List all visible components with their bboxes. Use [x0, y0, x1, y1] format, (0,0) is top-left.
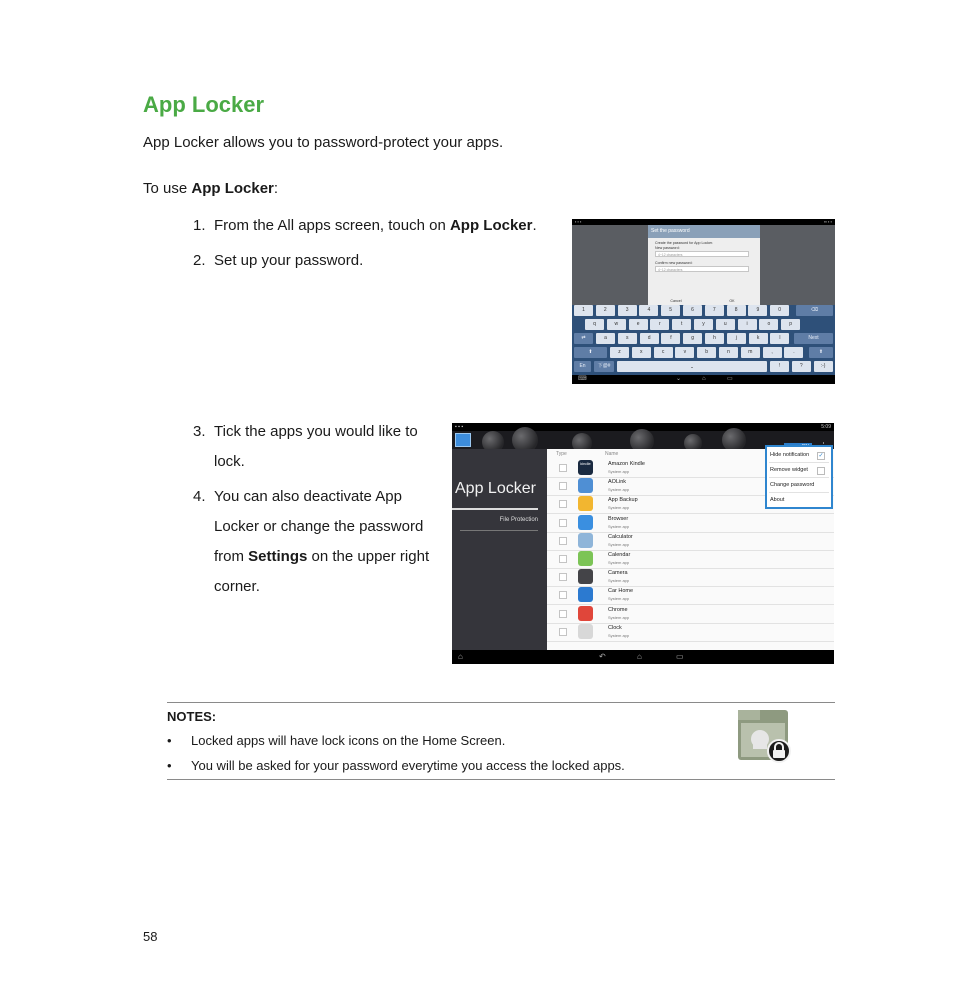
row-checkbox[interactable]	[559, 482, 567, 490]
key-h[interactable]: h	[705, 333, 724, 344]
row-checkbox[interactable]	[559, 628, 567, 636]
table-row[interactable]	[547, 623, 834, 642]
confirm-password-label: Confirm new password:	[655, 261, 693, 265]
ok-button[interactable]: OK	[729, 299, 735, 303]
step-number: 4.	[193, 488, 206, 505]
key-?[interactable]: ?	[792, 361, 811, 372]
app-name: Chrome	[608, 606, 628, 613]
app-icon	[578, 551, 593, 566]
title-underline	[452, 508, 538, 510]
key-g[interactable]: g	[683, 333, 702, 344]
language-key[interactable]: En	[574, 361, 591, 372]
next-key[interactable]: Next	[794, 333, 833, 344]
keyboard	[572, 305, 835, 375]
home-icon[interactable]: ⌂	[637, 652, 642, 661]
key-1[interactable]: 1	[574, 305, 593, 316]
space-key[interactable]: ⎵	[617, 361, 767, 372]
key-q[interactable]: q	[585, 319, 604, 330]
step-text-bold: App Locker	[449, 217, 533, 234]
notes-top-rule	[167, 702, 835, 703]
to-use-suffix: :	[273, 180, 279, 197]
step-number: 1.	[193, 217, 206, 234]
hide-notification-checkbox[interactable]: ✓	[818, 453, 824, 459]
column-name: Name	[605, 451, 619, 457]
keyboard-icon[interactable]: ⌂	[458, 652, 463, 661]
key-:-)[interactable]: :-)	[814, 361, 833, 372]
menu-item-about[interactable]: About	[770, 497, 785, 503]
table-row[interactable]	[547, 514, 834, 533]
app-type: System app	[608, 560, 630, 565]
dialog-title: Set the password	[648, 225, 760, 238]
menu-item-remove-widget[interactable]: Remove widget	[770, 467, 808, 473]
column-type: Type	[556, 451, 567, 457]
key-p[interactable]: p	[781, 319, 800, 330]
tab-key[interactable]: ⇄	[574, 333, 593, 344]
menu-item-change-password[interactable]: Change password	[770, 482, 815, 488]
step-number: 2.	[193, 252, 206, 269]
row-checkbox[interactable]	[559, 537, 567, 545]
key-6[interactable]: 6	[683, 305, 702, 316]
keyboard-row-asdf	[572, 333, 835, 344]
app-icon	[578, 533, 593, 548]
intro-text: App Locker allows you to password-protect your apps.	[143, 134, 504, 151]
nav-bar	[452, 650, 834, 664]
app-icon	[578, 496, 593, 511]
key-3[interactable]: 3	[618, 305, 637, 316]
row-checkbox[interactable]	[559, 555, 567, 563]
key-c[interactable]: c	[654, 347, 673, 358]
app-name: Browser	[608, 515, 629, 522]
key-r[interactable]: r	[650, 319, 669, 330]
note-text: You will be asked for your password everytime you access the locked apps.	[191, 758, 625, 773]
to-use-bold: App Locker	[191, 180, 274, 197]
app-type: System app	[608, 541, 630, 547]
back-icon[interactable]: ⌄	[676, 376, 682, 382]
app-type: System app	[608, 614, 630, 620]
page-number: 58	[143, 929, 158, 944]
keyboard-row-qwerty	[572, 319, 835, 330]
sidebar-divider	[460, 530, 538, 531]
shift-key[interactable]: ⬆	[574, 347, 607, 358]
app-icon	[578, 478, 593, 493]
table-row[interactable]	[547, 568, 834, 587]
key-f[interactable]: f	[661, 333, 680, 344]
app-icon	[578, 587, 593, 602]
key-8[interactable]: 8	[727, 305, 746, 316]
app-name: Clock	[608, 624, 622, 631]
app-name: Camera	[608, 570, 628, 577]
dialog-description: Create the password for App Locker.	[655, 241, 714, 245]
key-2[interactable]: 2	[596, 305, 615, 316]
app-icon	[578, 569, 593, 584]
menu-item-hide-notification[interactable]: Hide notification	[770, 452, 810, 458]
notification-icons: ▪ ▪ ▪	[575, 219, 582, 224]
step-text-post: .	[532, 217, 537, 234]
step-text-bold: Settings	[248, 548, 308, 565]
recent-apps-icon[interactable]: ▭	[676, 652, 684, 661]
app-locker-icon[interactable]	[455, 433, 471, 447]
app-name: Calendar	[608, 552, 631, 558]
locked-folder-icon	[737, 709, 793, 764]
table-row[interactable]	[547, 586, 834, 605]
table-row[interactable]	[547, 605, 834, 624]
app-type: System app	[608, 596, 630, 602]
key-o[interactable]: o	[759, 319, 778, 330]
step-text: Tick the apps you would like to lock.	[214, 423, 418, 470]
key-b[interactable]: b	[697, 347, 716, 358]
page-title: App Locker	[143, 92, 265, 117]
app-icon: kindle	[578, 460, 593, 475]
key-m[interactable]: m	[741, 347, 760, 358]
keyboard-icon[interactable]: ⌨	[578, 376, 587, 382]
symbols-key[interactable]: 下@#	[594, 361, 614, 372]
set-password-dialog	[648, 225, 760, 305]
step-text-post: on the upper right corner.	[214, 548, 430, 595]
confirm-password-input[interactable]: 4~12 characters	[655, 266, 749, 272]
key-5[interactable]: 5	[661, 305, 680, 316]
remove-widget-checkbox[interactable]	[817, 467, 825, 475]
app-icon	[578, 606, 593, 621]
row-checkbox[interactable]	[559, 591, 567, 599]
recent-apps-icon[interactable]: ▭	[727, 376, 733, 382]
key-j[interactable]: j	[727, 333, 746, 344]
key-9[interactable]: 9	[748, 305, 767, 316]
key-w[interactable]: w	[607, 319, 626, 330]
key-y[interactable]: y	[694, 319, 713, 330]
step-text	[214, 211, 554, 241]
menu-divider	[769, 462, 829, 463]
key-v[interactable]: v	[675, 347, 694, 358]
note-item	[167, 733, 727, 749]
app-type: System app	[608, 578, 630, 584]
keyboard-row-numbers	[572, 305, 835, 316]
cancel-button[interactable]: Cancel	[670, 299, 682, 303]
key-s[interactable]: s	[618, 333, 637, 344]
bullet: •	[167, 758, 172, 773]
row-checkbox[interactable]	[559, 519, 567, 527]
step-text-pre: From the All apps screen, touch on	[214, 217, 450, 234]
back-icon[interactable]: ↶	[599, 652, 606, 661]
app-name: Calculator	[608, 533, 633, 540]
keyboard-row-bottom	[572, 361, 835, 372]
app-name: Amazon Kindle	[608, 461, 645, 467]
key-u[interactable]: u	[716, 319, 735, 330]
backspace-key[interactable]: ⌫	[796, 305, 833, 316]
app-type: System app	[608, 487, 630, 493]
table-row[interactable]	[547, 550, 834, 569]
key-d[interactable]: d	[640, 333, 659, 344]
app-type: System app	[608, 632, 630, 638]
new-password-input[interactable]: 4~12 characters	[655, 251, 749, 257]
status-icons: ▪▪ ▪ ▪	[824, 219, 832, 224]
row-checkbox[interactable]	[559, 500, 567, 508]
notes-title: NOTES:	[167, 709, 217, 724]
table-row[interactable]	[547, 532, 834, 551]
app-name: App Backup	[608, 497, 638, 504]
row-checkbox[interactable]	[559, 464, 567, 472]
key-a[interactable]: a	[596, 333, 615, 344]
home-icon[interactable]: ⌂	[702, 376, 706, 382]
nav-bar	[572, 375, 835, 384]
key-k[interactable]: k	[749, 333, 768, 344]
to-use-prefix: To use	[143, 180, 192, 197]
key-i[interactable]: i	[738, 319, 757, 330]
app-type: System app	[608, 523, 630, 529]
key-,[interactable]: ,	[763, 347, 782, 358]
bullet: •	[167, 733, 172, 748]
key-n[interactable]: n	[719, 347, 738, 358]
key-l[interactable]: l	[770, 333, 789, 344]
note-text: Locked apps will have lock icons on the Home Screen.	[191, 733, 506, 748]
key-z[interactable]: z	[610, 347, 629, 358]
key-7[interactable]: 7	[705, 305, 724, 316]
app-name: Car Home	[608, 588, 634, 595]
app-icon	[578, 624, 593, 639]
sidebar-item-file-protection[interactable]: File Protection	[499, 517, 538, 523]
key-![interactable]: !	[770, 361, 789, 372]
dialog-buttons	[648, 299, 760, 303]
app-type: System app	[608, 469, 630, 474]
step-text	[214, 482, 440, 602]
step-text: Set up your password.	[214, 252, 364, 269]
step-number: 3.	[193, 423, 206, 440]
notification-icons: ▪ ▪ ▪	[455, 424, 464, 430]
key-4[interactable]: 4	[639, 305, 658, 316]
app-type: System app	[608, 505, 630, 511]
step-text-pre: You can also deactivate App Locker or change the password from	[214, 488, 424, 565]
menu-divider	[769, 477, 829, 478]
key-t[interactable]: t	[672, 319, 691, 330]
key-.[interactable]: .	[784, 347, 803, 358]
keyboard-row-zxcv	[572, 347, 835, 358]
status-time: 5:09	[821, 424, 831, 430]
app-name: AOLink	[608, 479, 627, 486]
menu-divider	[769, 492, 829, 493]
notes-bottom-rule	[167, 779, 835, 780]
shift-key-right[interactable]: ⬆	[809, 347, 833, 358]
note-item	[167, 758, 727, 774]
app-locker-screenshot	[452, 423, 834, 664]
row-checkbox[interactable]	[559, 610, 567, 618]
new-password-label: New password:	[655, 246, 680, 250]
settings-menu	[765, 445, 833, 509]
row-checkbox[interactable]	[559, 573, 567, 581]
to-use-line	[143, 180, 278, 197]
key-x[interactable]: x	[632, 347, 651, 358]
key-e[interactable]: e	[629, 319, 648, 330]
key-0[interactable]: 0	[770, 305, 789, 316]
app-icon	[578, 515, 593, 530]
password-screenshot	[572, 219, 835, 384]
app-title: App Locker	[455, 480, 536, 497]
sidebar	[452, 449, 547, 650]
